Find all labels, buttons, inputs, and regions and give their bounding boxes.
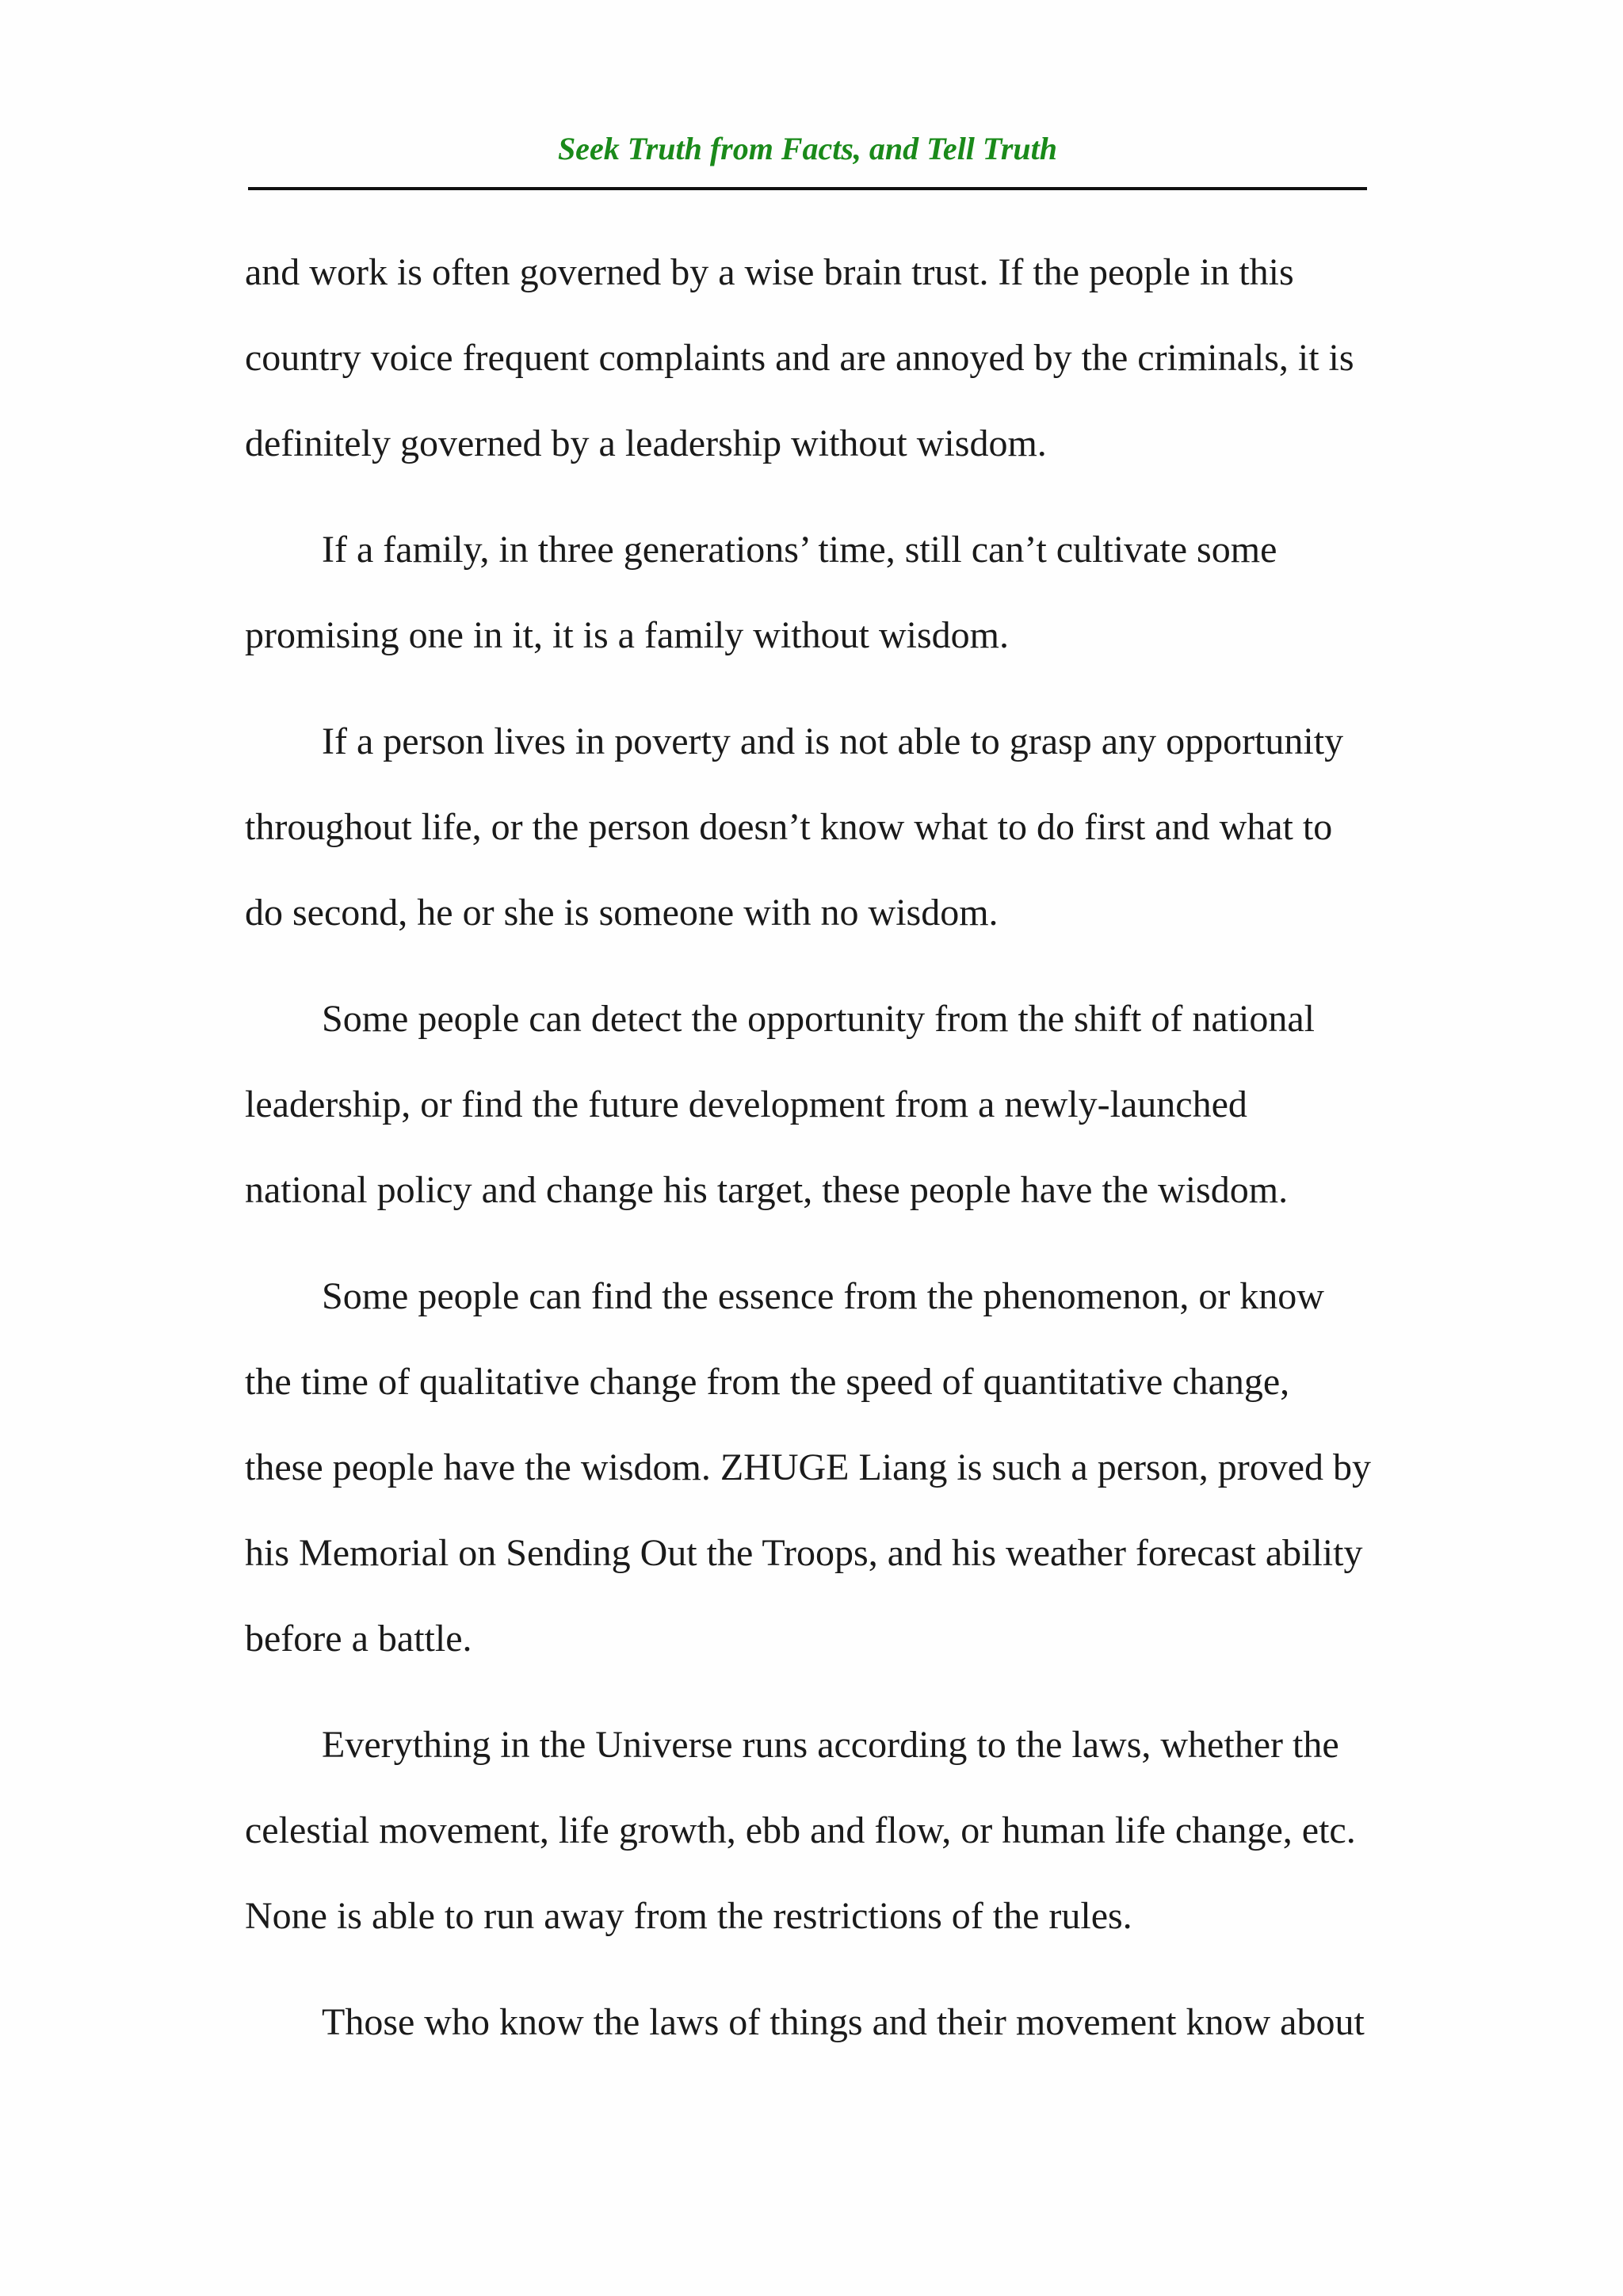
text-line: these people have the wisdom. ZHUGE Liang is such a person, proved by <box>245 1446 1371 1488</box>
body-text <box>245 230 1378 2086</box>
text-line: Those who know the laws of things and their movement know about <box>322 2001 1365 2043</box>
text-line: Everything in the Universe runs according to the laws, whether the <box>322 1724 1339 1766</box>
text-line: before a battle. <box>245 1618 472 1660</box>
text-line: country voice frequent complaints and are annoyed by the criminals, it is <box>245 337 1354 379</box>
text-line: None is able to run away from the restrictions of the rules. <box>245 1895 1132 1937</box>
running-header-title: Seek Truth from Facts, and Tell Truth <box>557 131 1058 166</box>
text-line: leadership, or find the future development from a newly-launched <box>245 1083 1247 1125</box>
text-line: Some people can detect the opportunity from the shift of national <box>322 998 1315 1040</box>
text-line: his Memorial on Sending Out the Troops, and his weather forecast ability <box>245 1532 1363 1574</box>
text-line: and work is often governed by a wise brain trust. If the people in this <box>245 251 1294 293</box>
text-line: throughout life, or the person doesn’t know what to do first and what to <box>245 806 1333 848</box>
header-divider <box>248 187 1367 190</box>
text-line: celestial movement, life growth, ebb and flow, or human life change, etc. <box>245 1809 1356 1851</box>
text-line: do second, he or she is someone with no wisdom. <box>245 892 999 934</box>
text-line: national policy and change his target, these people have the wisdom. <box>245 1169 1289 1211</box>
paragraph-2 <box>245 507 1378 678</box>
paragraph-1 <box>245 230 1378 487</box>
paragraph-4 <box>245 976 1378 1233</box>
text-line: If a person lives in poverty and is not able to grasp any opportunity <box>322 720 1344 762</box>
paragraph-5 <box>245 1254 1378 1682</box>
paragraph-3 <box>245 699 1378 956</box>
text-line: the time of qualitative change from the speed of quantitative change, <box>245 1361 1290 1403</box>
text-line: Some people can find the essence from the phenomenon, or know <box>322 1275 1324 1317</box>
text-line: If a family, in three generations’ time, still can’t cultivate some <box>322 529 1277 571</box>
text-line: promising one in it, it is a family without wisdom. <box>245 614 1009 656</box>
paragraph-6 <box>245 1702 1378 1959</box>
paragraph-7 <box>245 1980 1378 2065</box>
text-line: definitely governed by a leadership without wisdom. <box>245 422 1047 464</box>
